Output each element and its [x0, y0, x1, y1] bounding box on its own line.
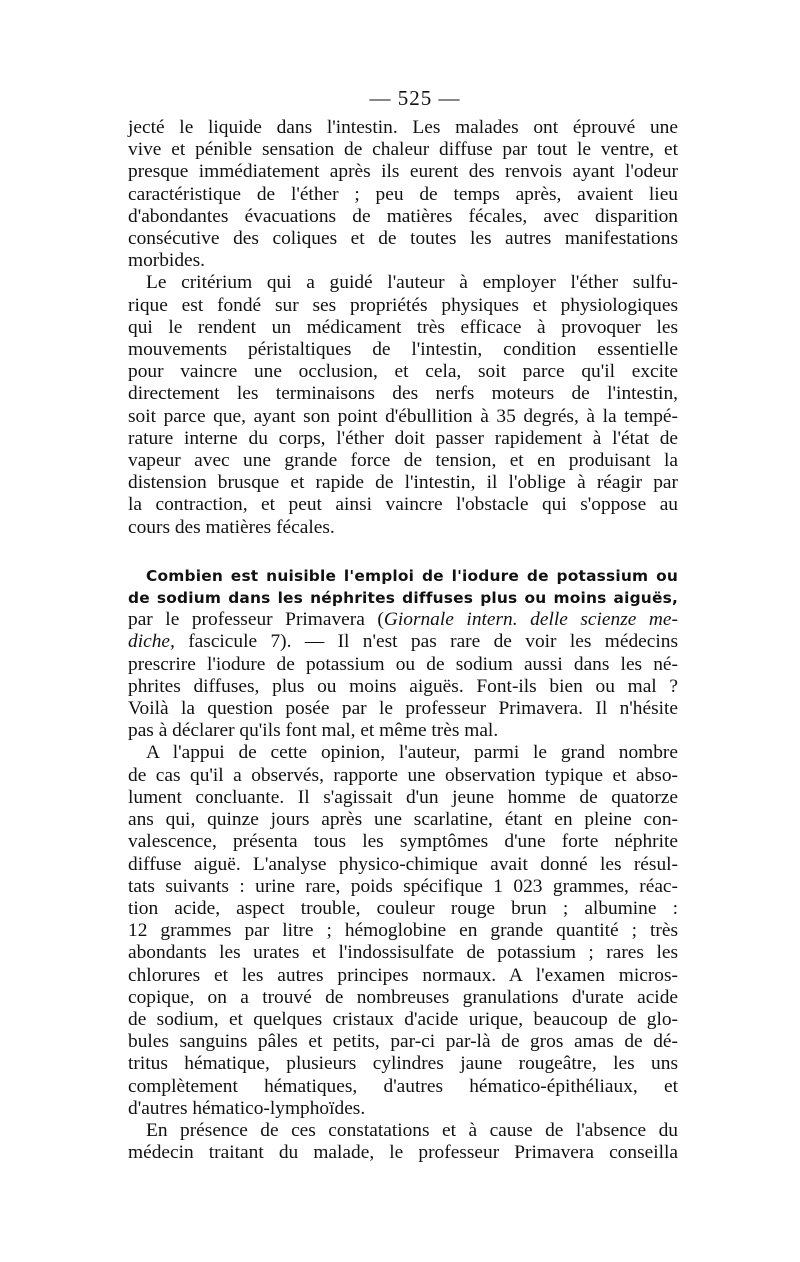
text-line: distension brusque et rapide de l'intestin, il l'oblige à réagir par: [128, 472, 678, 494]
text-line: de sodium, et quelques cristaux d'acide urique, beaucoup de glo-: [128, 1008, 678, 1030]
text-line: rique est fondé sur ses propriétés physiques et physiologiques: [128, 294, 678, 316]
text-line: phrites diffuses, plus ou moins aiguës. Font-ils bien ou mal ?: [128, 675, 678, 697]
page-number: — 525 —: [369, 86, 461, 110]
paragraph-3-heading: [128, 565, 678, 654]
paragraph-5: [128, 1120, 678, 1164]
page: [128, 86, 678, 1164]
text-line: pour vaincre une occlusion, et cela, soit parce qu'il excite: [128, 361, 678, 383]
text-line: complètement hématiques, d'autres hématico-épithéliaux, et: [128, 1075, 678, 1097]
paragraph-1: [128, 117, 678, 272]
text-line: vive et pénible sensation de chaleur diffuse par tout le ventre, et: [128, 139, 678, 161]
text-line: consécutive des coliques et de toutes les autres manifestations: [128, 228, 678, 250]
paragraph-2: [128, 272, 678, 538]
text-line: bules sanguins pâles et petits, par-ci par-là de gros amas de dé-: [128, 1031, 678, 1053]
citation-text: par le professeur Primavera (: [128, 609, 384, 631]
citation-rest: fascicule 7). — Il n'est pas rare de voir les médecins: [174, 631, 678, 653]
text-line: morbides.: [128, 250, 206, 272]
journal-title: Giornale intern. delle scienze me-: [383, 609, 678, 631]
paragraph-3: [128, 654, 678, 743]
text-line: diffuse aiguë. L'analyse physico-chimique avait donné les résul-: [128, 853, 678, 875]
text-line: pas à déclarer qu'ils font mal, et même très mal.: [128, 720, 499, 742]
text-line: tritus hématique, plusieurs cylindres jaune rougeâtre, les uns: [128, 1053, 678, 1075]
text-line: directement les terminaisons des nerfs moteurs de l'intestin,: [128, 383, 678, 405]
text-line: cours des matières fécales.: [128, 516, 335, 538]
text-line: valescence, présenta tous les symptômes d'une forte néphrite: [128, 831, 678, 853]
text-line: copique, on a trouvé de nombreuses granulations d'urate acide: [128, 986, 678, 1008]
journal-title-end: diche,: [128, 631, 175, 653]
text-line: En présence de ces constatations et à cause de l'absence du: [146, 1119, 678, 1141]
text-line: rature interne du corps, l'éther doit passer rapidement à l'état de: [128, 427, 678, 449]
section-gap: [128, 539, 678, 565]
text-line: 12 grammes par litre ; hémoglobine en grande quantité ; très: [128, 920, 678, 942]
paragraph-4: [128, 742, 678, 1119]
text-line: d'abondantes évacuations de matières fécales, avec disparition: [128, 205, 678, 227]
text-line: de cas qu'il a observés, rapporte une observation typique et abso-: [128, 764, 678, 786]
heading-line-2: de sodium dans les néphrites diffuses plus ou moins aiguës,: [128, 589, 678, 608]
text-line: chlorures et les autres principes normaux. A l'examen micros-: [128, 964, 678, 986]
citation-line-1: [128, 609, 678, 631]
text-line: tion acide, aspect trouble, couleur rouge brun ; albumine :: [128, 897, 678, 919]
text-line: mouvements péristaltiques de l'intestin, condition essentielle: [128, 339, 678, 361]
text-line: presque immédiatement après ils eurent des renvois ayant l'odeur: [128, 161, 678, 183]
text-line: médecin traitant du malade, le professeur Primavera conseilla: [128, 1142, 678, 1164]
text-line: d'autres hématico-lymphoïdes.: [128, 1097, 366, 1119]
text-line: lument concluante. Il s'agissait d'un jeune homme de quatorze: [128, 786, 678, 808]
heading-line-1: Combien est nuisible l'emploi de l'iodure de potassium ou: [146, 566, 678, 585]
text-line: prescrire l'iodure de potassium ou de sodium aussi dans les né-: [128, 653, 678, 675]
text-line: la contraction, et peut ainsi vaincre l'obstacle qui s'oppose au: [128, 494, 678, 516]
text-line: Le critérium qui a guidé l'auteur à employer l'éther sulfu-: [146, 272, 678, 294]
text-line: ans qui, quinze jours après une scarlatine, étant en pleine con-: [128, 809, 678, 831]
citation-line-2: [128, 631, 678, 653]
text-line: tats suivants : urine rare, poids spécifique 1 023 grammes, réac-: [128, 875, 678, 897]
text-line: abondants les urates et l'indossisulfate de potassium ; rares les: [128, 942, 678, 964]
text-line: Voilà la question posée par le professeur Primavera. Il n'hésite: [128, 698, 678, 720]
text-line: caractéristique de l'éther ; peu de temps après, avaient lieu: [128, 183, 678, 205]
text-line: soit parce que, ayant son point d'ébullition à 35 degrés, à la tempé-: [128, 405, 678, 427]
text-line: A l'appui de cette opinion, l'auteur, parmi le grand nombre: [146, 742, 678, 764]
text-line: jecté le liquide dans l'intestin. Les malades ont éprouvé une: [128, 117, 678, 138]
text-line: qui le rendent un médicament très efficace à provoquer les: [128, 316, 678, 338]
text-line: vapeur avec une grande force de tension, et en produisant la: [128, 450, 678, 472]
